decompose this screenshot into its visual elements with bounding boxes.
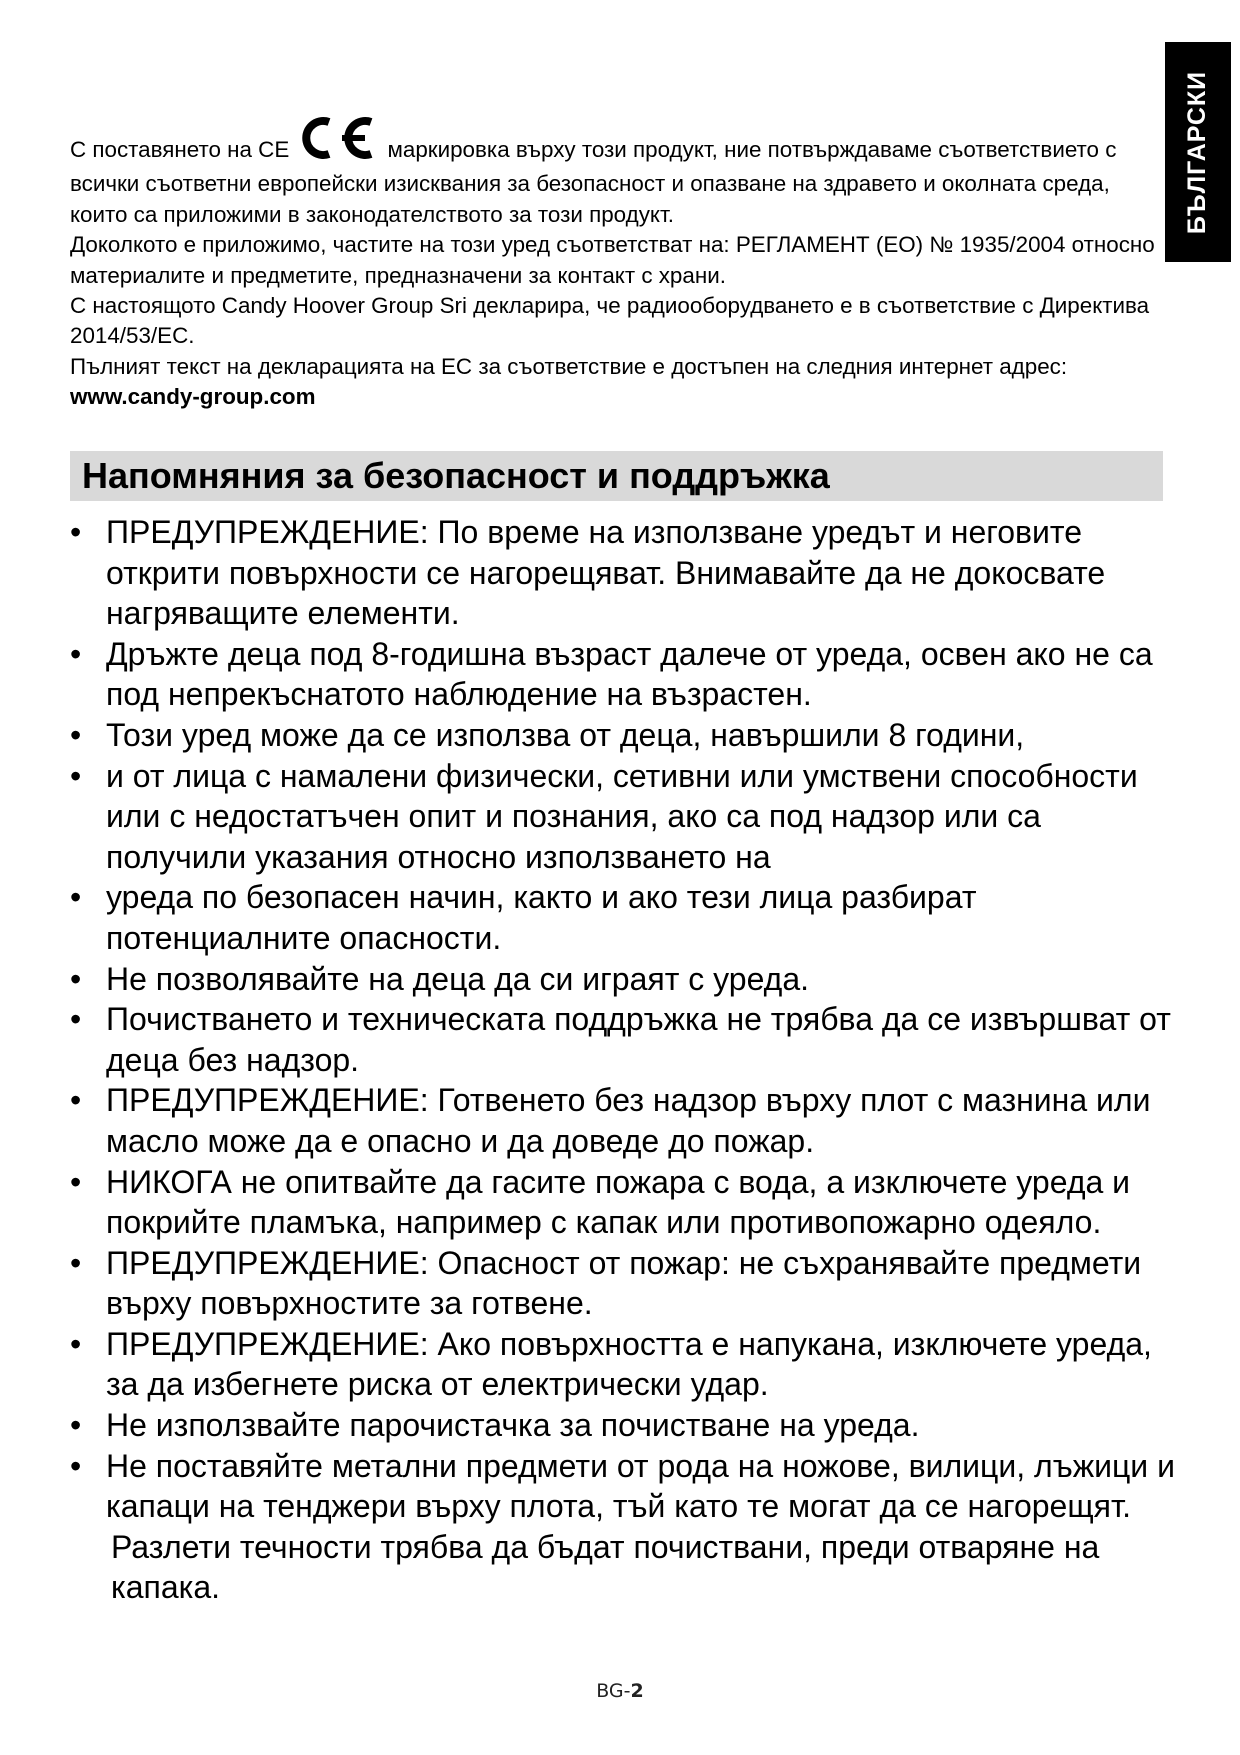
list-item-text: Не поставяйте метални предмети от рода на ножове, вилици, лъжици и капаци на тенджери върху плота, тъй като те могат да се нагорещят. bbox=[106, 1447, 1175, 1525]
list-item: • ПРЕДУПРЕЖДЕНИЕ: Ако повърхността е напукана, изключете уреда, за да избегнете риска от електрически удар. bbox=[70, 1324, 1180, 1405]
list-item: • ПРЕДУПРЕЖДЕНИЕ: По време на използване уредът и неговите открити повърхности се нагорещяват. Внимавайте да не докосвате нагряващите елементи. bbox=[70, 512, 1180, 634]
list-item-continuation: Разлети течности трябва да бъдат почиствани, преди отваряне на капака. bbox=[111, 1528, 1100, 1606]
directive-paragraph: С настоящото Candy Hoover Group Sri декларира, че радиооборудването е в съответствие с Директива 2014/53/ЕС. bbox=[70, 293, 1150, 349]
ce-mark-icon bbox=[295, 115, 377, 169]
list-item bbox=[70, 1446, 1180, 1608]
list-item: • Не използвайте парочистачка за почистване на уреда. bbox=[70, 1405, 1180, 1446]
language-tab bbox=[1165, 42, 1231, 262]
list-item: • ПРЕДУПРЕЖДЕНИЕ: Готвенето без надзор върху плот с мазнина или масло може да е опасно и да доведе до пожар. bbox=[70, 1080, 1180, 1161]
list-item: • НИКОГА не опитвайте да гасите пожара с вода, а изключете уреда и покрийте пламъка, например с капак или противопожарно одеяло. bbox=[70, 1162, 1180, 1243]
declaration-text: Пълният текст на декларацията на ЕС за съответствие е достъпен на следния интернет адрес: bbox=[70, 353, 1068, 379]
regulation-paragraph: Доколкото е приложимо, частите на този уред съответстват на: РЕГЛАМЕНТ (ЕО) № 1935/2004 относно материалите и предметите, предназначени за контакт с храни. bbox=[70, 232, 1155, 288]
declaration-paragraph bbox=[70, 352, 1170, 413]
list-item: • уреда по безопасен начин, както и ако тези лица разбират потенциалните опасности. bbox=[70, 877, 1180, 958]
list-item: • Не позволявайте на деца да си играят с уреда. bbox=[70, 959, 1180, 1000]
section-heading: Напомняния за безопасност и поддръжка bbox=[82, 455, 830, 496]
list-item: • Този уред може да се използва от деца, навършили 8 години, bbox=[70, 715, 1180, 756]
page-footer bbox=[0, 1680, 1240, 1702]
ce-paragraph bbox=[70, 115, 1170, 230]
list-item: • Дръжте деца под 8-годишна възраст далече от уреда, освен ако не са под непрекъснатото наблюдение на възрастен. bbox=[70, 634, 1180, 715]
page-number: 2 bbox=[630, 1680, 644, 1702]
safety-warnings-list bbox=[70, 512, 1180, 1608]
intro-section bbox=[70, 115, 1170, 413]
ce-paragraph-start: С поставянето на СЕ bbox=[70, 137, 290, 162]
list-item: • Почистването и техническата поддръжка не трябва да се извършват от деца без надзор. bbox=[70, 999, 1180, 1080]
website-link[interactable]: www.candy-group.com bbox=[70, 384, 316, 410]
language-tab-label: БЪЛГАРСКИ bbox=[1183, 70, 1212, 234]
section-heading-bar bbox=[70, 451, 1163, 501]
list-item: • и от лица с намалени физически, сетивни или умствени способности или с недостатъчен опит и познания, ако са под надзор или са получили указания относно използването на bbox=[70, 756, 1180, 878]
ce-paragraph-rest: маркировка върху този продукт, ние потвърждаваме съответствието с всички съответни европейски изисквания за безопасност и опазване на здравето и околната среда, които са приложими в законодателството за този продукт. bbox=[70, 137, 1117, 227]
list-item: • ПРЕДУПРЕЖДЕНИЕ: Опасност от пожар: не съхранявайте предмети върху повърхностите за готвене. bbox=[70, 1243, 1180, 1324]
page-prefix: BG- bbox=[596, 1680, 631, 1702]
